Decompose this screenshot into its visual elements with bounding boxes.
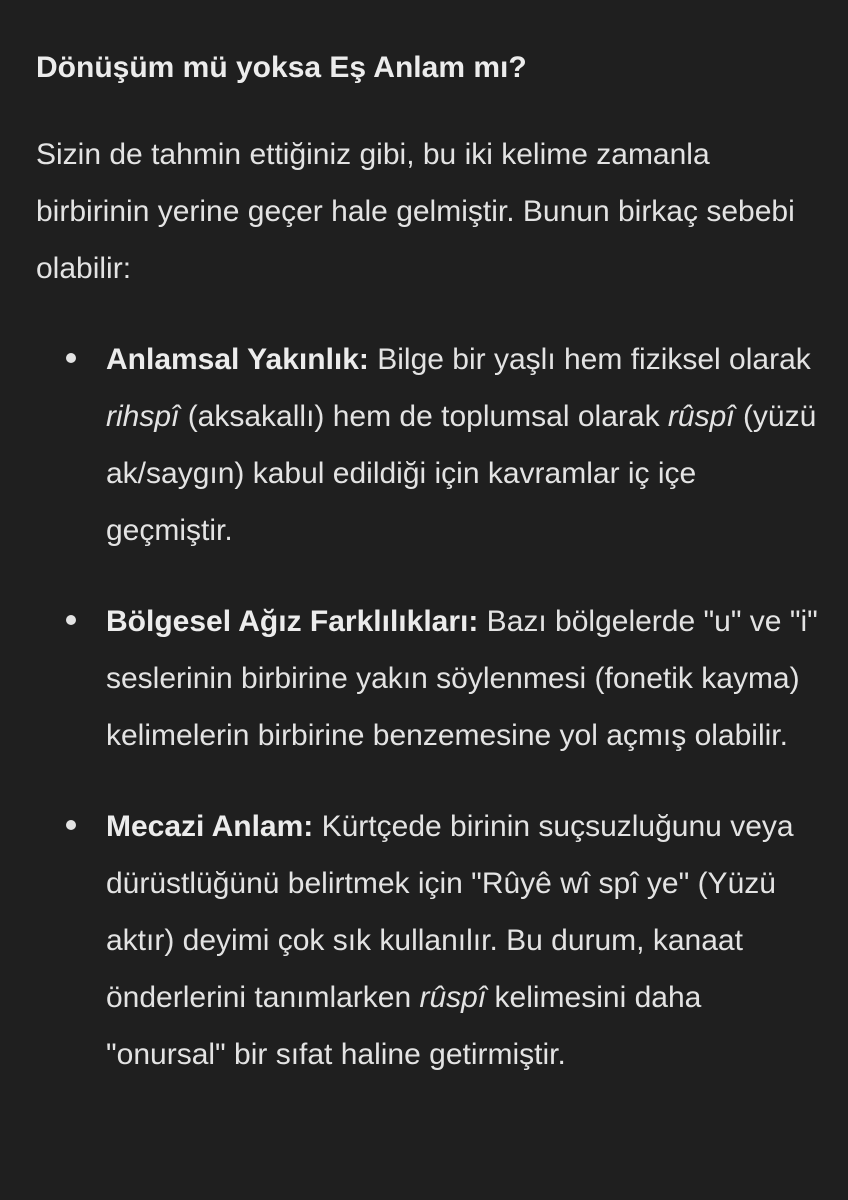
- bullet-list: [36, 331, 818, 1083]
- bullet-dot-icon: [66, 820, 76, 830]
- list-item: [36, 331, 818, 559]
- list-item: [36, 798, 818, 1083]
- list-item-text: Kürtçede birinin suçsuzluğunu veya dürüstlüğünü belirtmek için "Rûyê wî spî ye" (Yüzü aktır) deyimi çok sık kullanılır. Bu durum, kanaat önderlerini tanımlarken: [106, 810, 794, 1014]
- italic-term: rihspî: [106, 400, 180, 433]
- list-item-term: Anlamsal Yakınlık:: [106, 343, 369, 376]
- intro-paragraph: Sizin de tahmin ettiğiniz gibi, bu iki kelime zamanla birbirinin yerine geçer hale gelmiştir. Bunun birkaç sebebi olabilir:: [36, 138, 795, 285]
- list-item-term: Mecazi Anlam:: [106, 810, 314, 843]
- list-item: [36, 593, 818, 764]
- bullet-dot-icon: [66, 615, 76, 625]
- list-item-text: Bilge bir yaşlı hem fiziksel olarak: [368, 343, 811, 376]
- list-item-text: Bazı bölgelerde "u" ve "i" seslerinin birbirine yakın söylenmesi (fonetik kayma) kelimelerin birbirine benzemesine yol açmış olabilir.: [106, 605, 818, 752]
- section-heading: Dönüşüm mü yoksa Eş Anlam mı?: [36, 51, 527, 84]
- italic-term: rûspî: [667, 400, 735, 433]
- italic-term: rûspî: [419, 981, 487, 1014]
- list-item-text: (aksakallı) hem de toplumsal olarak: [179, 400, 668, 433]
- list-item-text: kelimesini daha "onursal" bir sıfat haline getirmiştir.: [106, 981, 702, 1071]
- bullet-dot-icon: [66, 353, 76, 363]
- list-item-text: (yüzü ak/saygın) kabul edildiği için kavramlar iç içe geçmiştir.: [106, 400, 817, 547]
- list-item-term: Bölgesel Ağız Farklılıkları:: [106, 605, 479, 638]
